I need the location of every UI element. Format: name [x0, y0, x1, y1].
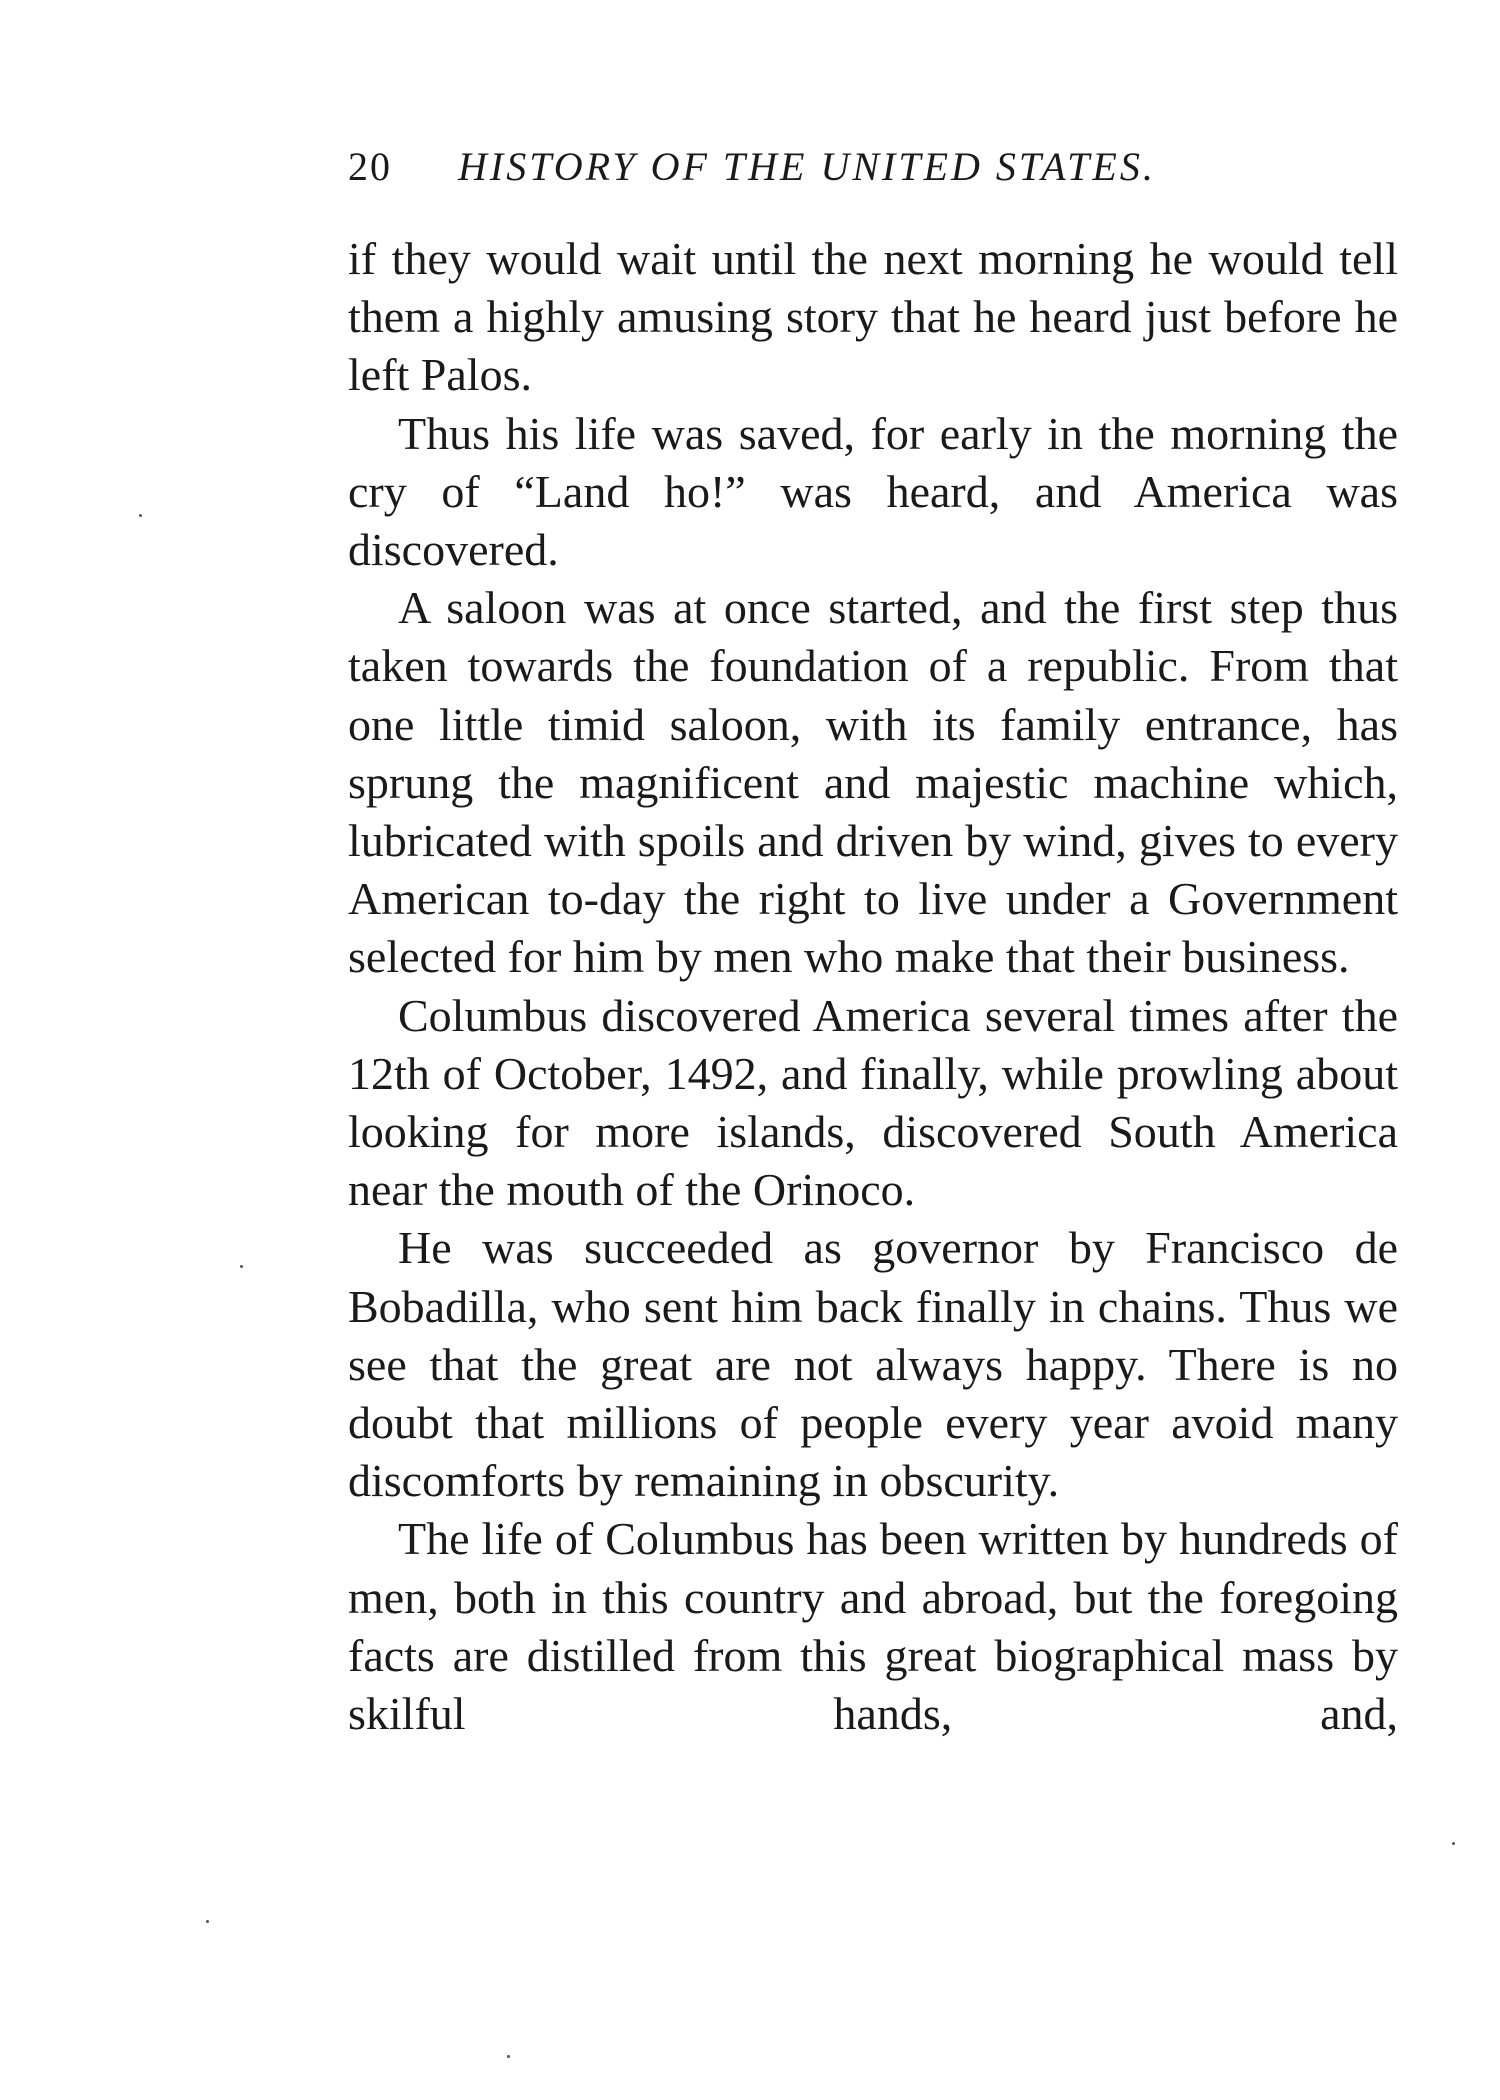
running-title: HISTORY OF THE UNITED STATES.: [458, 144, 1156, 189]
scan-speck: [240, 1265, 243, 1268]
paragraph-bobadilla: He was succeeded as governor by Francisco de Bobadilla, who sent him back finally in chains. Thus we see that the great are not always happy. There is no doubt that millions of people every year avoid many discomforts by remaining in obscurity.: [348, 1222, 1398, 1507]
paragraph-columbus-discoveries: Columbus discovered America several times after the 12th of October, 1492, and finally, while prowling about looking for more islands, discovered South America near the mouth of the Orinoco.: [348, 989, 1398, 1216]
scan-speck: [507, 2055, 510, 2058]
scan-speck: [139, 514, 142, 517]
body-text: [348, 230, 1398, 1743]
paragraph-saloon: A saloon was at once started, and the first step thus taken towards the foundation of a republic. From that one little timid saloon, with its family entrance, has sprung the magnificent and majestic machine which, lubricated with spoils and driven by wind, gives to every American to-day the right to live under a Government selected for him by men who make that their business.: [348, 582, 1398, 983]
paragraph-life-saved: Thus his life was saved, for early in the morning the cry of “Land ho!” was heard, and America was discovered.: [348, 407, 1398, 576]
paragraph-life-of-columbus: The life of Columbus has been written by hundreds of men, both in this country and abroad, but the foregoing facts are distilled from this great biographical mass by skilful hands, and,: [348, 1513, 1398, 1740]
scan-speck: [1452, 1842, 1455, 1845]
paragraph-continued: if they would wait until the next morning he would tell them a highly amusing story that he heard just before he left Palos.: [348, 233, 1398, 401]
running-head: [348, 143, 1398, 191]
scan-speck: [206, 1920, 209, 1923]
page-number: 20: [348, 144, 392, 189]
